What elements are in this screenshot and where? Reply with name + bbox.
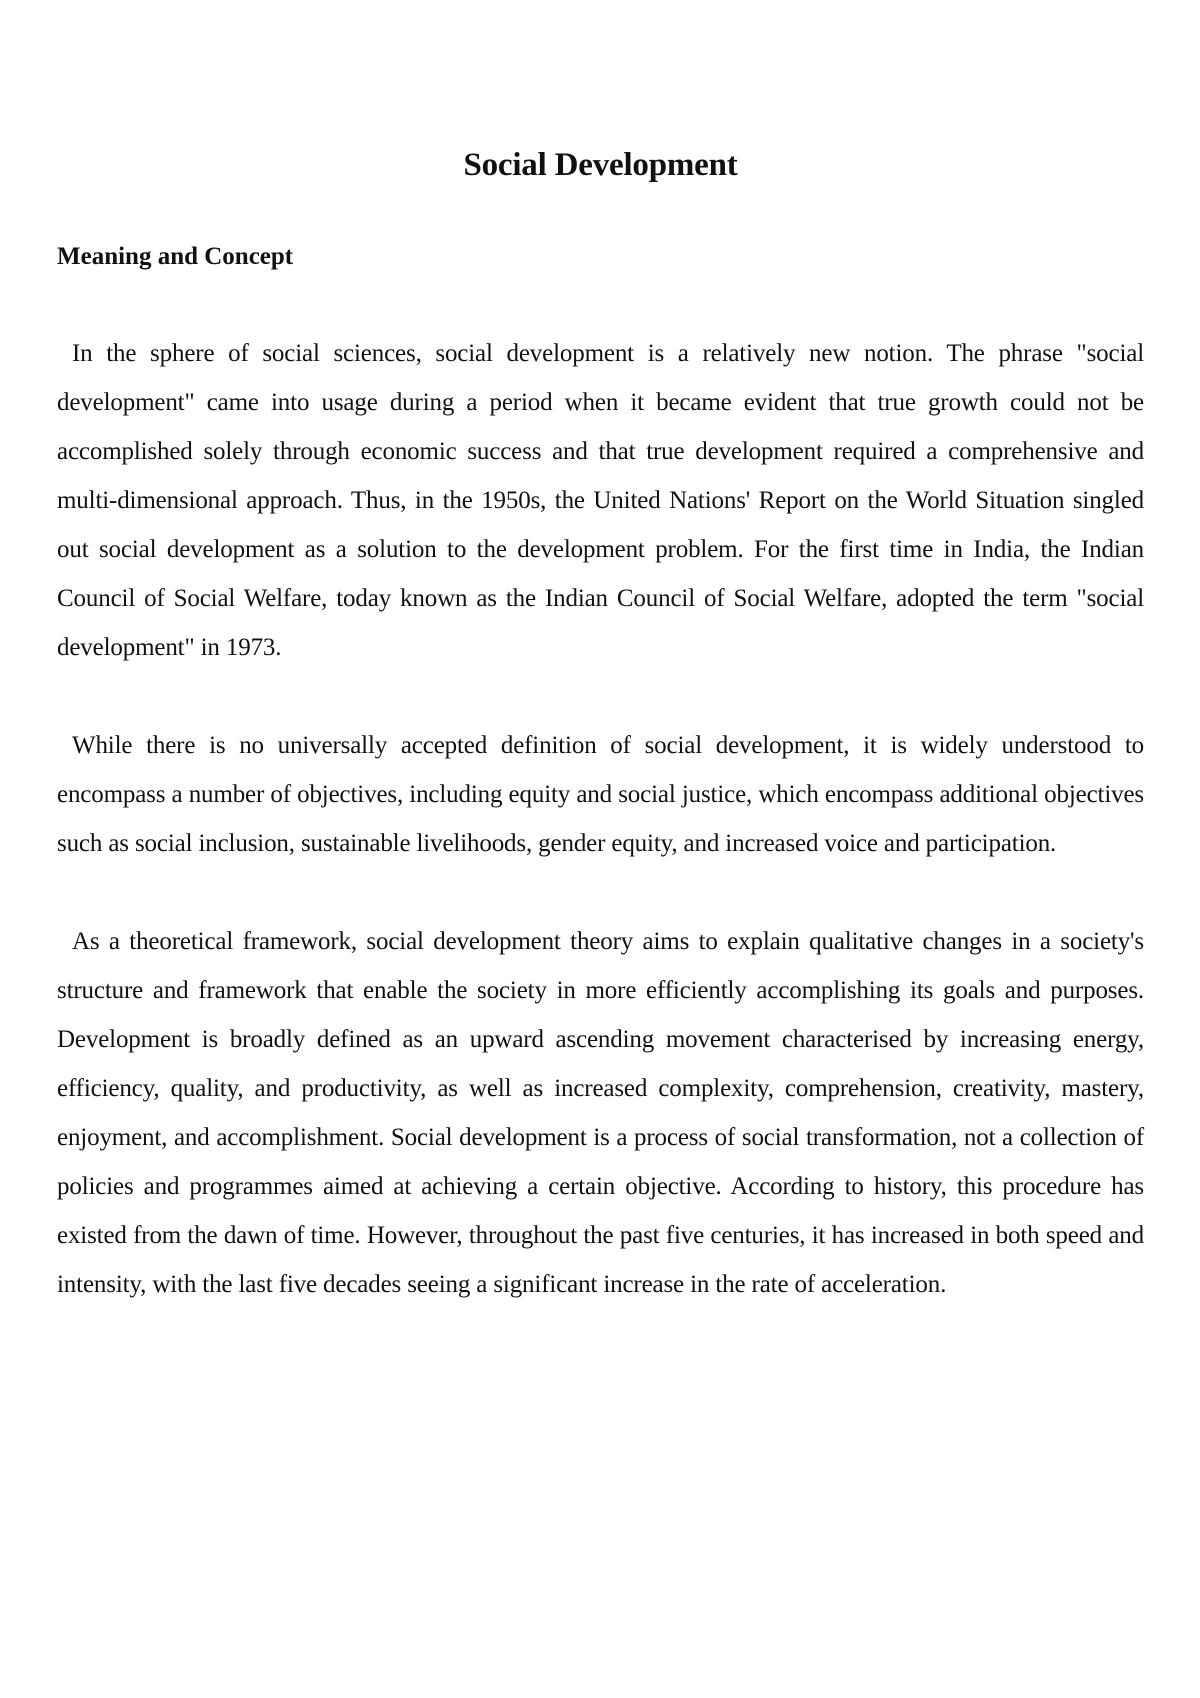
paragraph-definition: While there is no universally accepted definition of social development, it is widely understood to encompass a number of objectives, including equity and social justice, which encompass additional objectives such as social inclusion, sustainable livelihoods, gender equity, and increased voice and participation. xyxy=(57,732,1144,857)
page-title: Social Development xyxy=(463,147,738,183)
paragraph-intro: In the sphere of social sciences, social development is a relatively new notion. The phrase "social development" came into usage during a period when it became evident that true growth could not be accomplished solely through economic success and that true development required a comprehensive and multi-dimensional approach. Thus, in the 1950s, the United Nations' Report on the World Situation singled out social development as a solution to the development problem. For the first time in India, the Indian Council of Social Welfare, today known as the Indian Council of Social Welfare, adopted the term "social development" in 1973. xyxy=(57,340,1144,661)
paragraph-theory: As a theoretical framework, social development theory aims to explain qualitative changes in a society's structure and framework that enable the society in more efficiently accomplishing its goals and purposes. Development is broadly defined as an upward ascending movement characterised by increasing energy, efficiency, quality, and productivity, as well as increased complexity, comprehension, creativity, mastery, enjoyment, and accomplishment. Social development is a process of social transformation, not a collection of policies and programmes aimed at achieving a certain objective. According to history, this procedure has existed from the dawn of time. However, throughout the past five centuries, it has increased in both speed and intensity, with the last five decades seeing a significant increase in the rate of acceleration. xyxy=(57,928,1144,1298)
section-heading: Meaning and Concept xyxy=(57,243,294,270)
